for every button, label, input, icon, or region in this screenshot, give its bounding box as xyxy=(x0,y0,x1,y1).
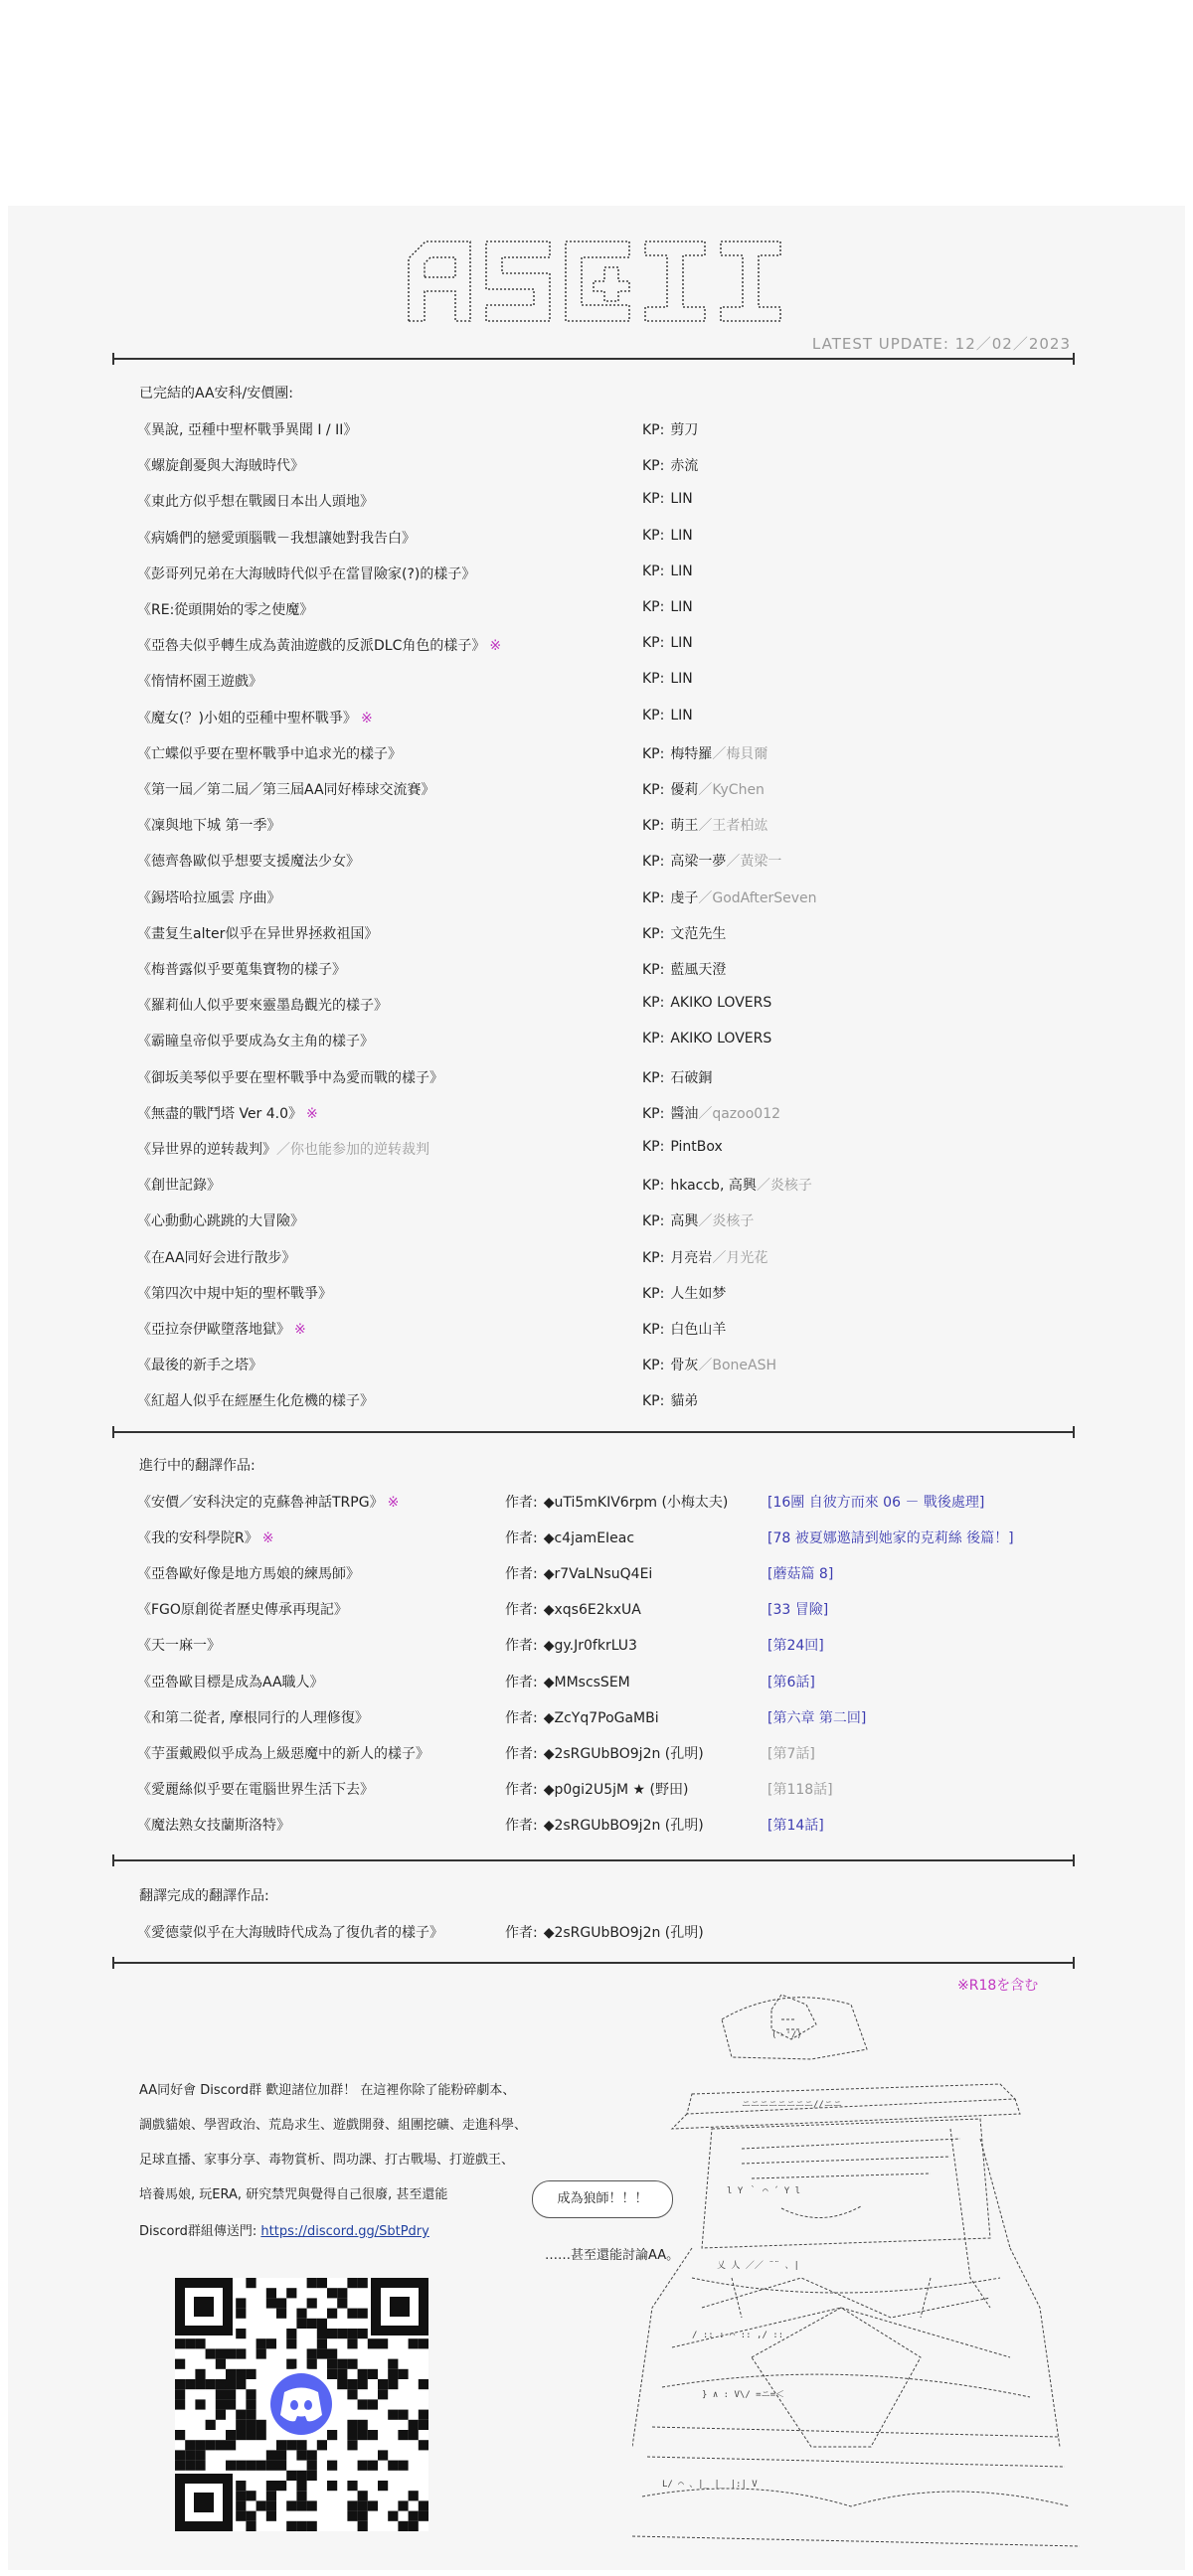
kp-alt-name: ／黃梁一 xyxy=(726,854,782,871)
r18-mark: ※ xyxy=(489,638,502,655)
work-title xyxy=(137,1492,399,1512)
work-title-text: 《在AA同好会进行散步》 xyxy=(137,1249,296,1266)
kp-label: KP: xyxy=(642,1213,665,1230)
author-name: ◆p0gi2U5jM ★ (野田) xyxy=(543,1781,689,1798)
author-cell xyxy=(505,1563,652,1583)
work-title-text: 《愛麗絲似乎要在電腦世界生活下去》 xyxy=(137,1781,374,1798)
kp-alt-name: ／GodAfterSeven xyxy=(698,889,817,906)
author-cell xyxy=(505,1492,728,1512)
author-label: 作者: xyxy=(505,1674,538,1690)
kp-name: LIN xyxy=(670,671,693,688)
work-title-text: 《畫复生alter似乎在异世界拯救祖国》 xyxy=(137,925,379,942)
ascii-logo xyxy=(401,234,788,325)
kp-cell xyxy=(642,779,765,799)
author-label: 作者: xyxy=(505,1602,538,1619)
author-label: 作者: xyxy=(505,1530,538,1547)
author-name: ◆r7VaLNsuQ4Ei xyxy=(543,1566,653,1583)
work-title xyxy=(137,1563,360,1583)
work-title-text: 《亞魯夫似乎轉生成為黃油遊戲的反派DLC角色的樣子》 xyxy=(137,638,486,655)
work-title-text: 《梅普露似乎要蒐集寶物的樣子》 xyxy=(137,962,346,978)
work-title-text: 《第四次中規中矩的聖杯戰爭》 xyxy=(137,1285,332,1302)
kp-name: 藍風天澄 xyxy=(670,962,727,978)
work-title-text: 《羅莉仙人似乎要來靈墨島觀光的樣子》 xyxy=(137,998,388,1015)
kp-name: 骨灰 xyxy=(670,1358,699,1374)
work-title xyxy=(137,1390,374,1410)
work-title-text: 《最後的新手之塔》 xyxy=(137,1358,262,1374)
divider xyxy=(112,1431,1075,1433)
author-cell xyxy=(505,1779,688,1799)
work-title-text: 《創世記錄》 xyxy=(137,1178,221,1195)
kp-cell xyxy=(642,995,771,1011)
work-title-text: 《凜與地下城 第一季》 xyxy=(137,818,281,835)
kp-name: LIN xyxy=(670,527,693,544)
kp-name: AKIKO LOVERS xyxy=(670,995,772,1012)
author-label: 作者: xyxy=(505,1566,538,1583)
author-label: 作者: xyxy=(505,1925,538,1941)
author-name: ◆gy.Jr0fkrLU3 xyxy=(543,1638,637,1655)
work-title xyxy=(137,815,280,835)
author-label: 作者: xyxy=(505,1638,538,1655)
speech-bubble: 成為狼師！！！ xyxy=(532,2180,673,2218)
kp-label: KP: xyxy=(642,599,665,615)
kp-alt-name: ／月光花 xyxy=(712,1249,768,1266)
kp-label: KP: xyxy=(642,458,665,475)
work-title xyxy=(137,455,304,475)
author-cell xyxy=(505,1743,704,1763)
kp-name: 醬油 xyxy=(670,1105,699,1122)
work-title xyxy=(137,1103,318,1123)
kp-label: KP: xyxy=(642,818,665,835)
work-title-text: 《异世界的逆转裁判》 xyxy=(137,1142,276,1158)
work-title xyxy=(137,1707,369,1727)
ongoing-title: 進行中的翻譯作品: xyxy=(139,1458,256,1474)
kp-alt-name: ／BoneASH xyxy=(698,1358,776,1374)
work-title xyxy=(137,1283,332,1303)
kp-alt-name: ／炎核子 xyxy=(756,1178,812,1195)
work-title-text: 《亞魯歐好像是地方馬娘的練馬師》 xyxy=(137,1566,360,1583)
work-title-text: 《亞拉奈伊歐墮落地獄》 xyxy=(137,1322,290,1338)
author-label: 作者: xyxy=(505,1817,538,1834)
kp-cell xyxy=(642,1067,712,1087)
kp-label: KP: xyxy=(642,854,665,871)
kp-name: 優莉 xyxy=(670,782,699,798)
work-title xyxy=(137,1247,296,1267)
kp-label: KP: xyxy=(642,563,665,579)
kp-label: KP: xyxy=(642,1285,665,1302)
ascii-art-character xyxy=(632,1980,1080,2566)
kp-label: KP: xyxy=(642,527,665,544)
kp-alt-name: ／qazoo012 xyxy=(698,1105,781,1122)
work-title xyxy=(137,1528,273,1547)
svg-text:乂 人 ／／ ¨¨ 、|: 乂 人 ／／ ¨¨ 、| xyxy=(717,2261,799,2271)
work-title xyxy=(137,1139,429,1159)
work-title-text: 《病嬌們的戀愛頭腦戰－我想讓她對我告白》 xyxy=(137,530,416,547)
kp-cell xyxy=(642,419,698,439)
kp-label: KP: xyxy=(642,782,665,798)
author-label: 作者: xyxy=(505,1781,538,1798)
kp-name: LIN xyxy=(670,599,693,615)
work-title xyxy=(137,1672,324,1691)
work-title xyxy=(137,419,357,439)
kp-alt-name: ／王者柏竑 xyxy=(698,818,768,835)
work-title xyxy=(137,1031,374,1050)
chapter-link[interactable]: [第六章 第二回] xyxy=(767,1709,867,1726)
work-title xyxy=(137,887,280,907)
work-title-text: 《天一麻一》 xyxy=(137,1638,221,1655)
kp-label: KP: xyxy=(642,1249,665,1266)
work-title xyxy=(137,923,378,943)
author-name: ◆c4jamEIeac xyxy=(543,1530,635,1547)
kp-name: hkaccb, 高興 xyxy=(670,1178,757,1195)
kp-alt-name: ／炎核子 xyxy=(698,1213,755,1230)
work-title xyxy=(137,1067,443,1087)
kp-cell xyxy=(642,851,781,871)
kp-name: 剪刀 xyxy=(670,422,699,438)
chapter-link[interactable]: [16團 自彼方而來 06 － 戰後處理] xyxy=(767,1495,985,1511)
kp-label: KP: xyxy=(642,1322,665,1338)
work-title-text: 《亡蝶似乎要在聖杯戰爭中追求光的樣子》 xyxy=(137,745,402,762)
work-title xyxy=(137,1355,262,1374)
kp-cell xyxy=(642,1031,771,1046)
kp-cell xyxy=(642,1103,780,1123)
chapter-link[interactable]: [第24回] xyxy=(767,1638,824,1655)
kp-name: 文范先生 xyxy=(670,925,727,942)
speech-note: ……甚至還能討論AA。 xyxy=(545,2248,680,2263)
work-title xyxy=(137,1779,374,1799)
discord-link-row xyxy=(139,2220,429,2239)
author-name: ◆ZcYq7PoGaMBi xyxy=(543,1709,659,1726)
work-title xyxy=(137,743,402,763)
work-title-text: 《安價／安科決定的克蘇魯神話TRPG》 xyxy=(137,1495,384,1511)
chapter-link[interactable]: [78 被夏娜邀請到她家的克莉絲 後篇！] xyxy=(767,1530,1014,1547)
kp-label: KP: xyxy=(642,1178,665,1195)
discord-line: 足球直播、家事分享、毒物賞析、問功課、打古戰場、打遊戲王、 xyxy=(139,2153,515,2168)
r18-mark: ※ xyxy=(294,1322,306,1338)
kp-name: 高興 xyxy=(670,1213,699,1230)
kp-cell xyxy=(642,1139,723,1155)
work-title-text: 《霸瞳皇帝似乎要成為女主角的樣子》 xyxy=(137,1034,374,1050)
work-title xyxy=(137,491,374,511)
work-title-text: 《錫塔哈拉風雲 序曲》 xyxy=(137,889,281,906)
kp-label: KP: xyxy=(642,1031,665,1047)
divider xyxy=(112,358,1075,360)
work-title-text: 《第一屆／第二屆／第三屆AA同好棒球交流賽》 xyxy=(137,782,435,798)
kp-cell xyxy=(642,1355,776,1374)
latest-update: LATEST UPDATE: 12／02／2023 xyxy=(811,335,1071,353)
kp-cell xyxy=(642,923,726,943)
discord-qr-code[interactable] xyxy=(175,2278,428,2531)
kp-label: KP: xyxy=(642,745,665,762)
kp-cell xyxy=(642,708,693,724)
svg-text:ニニニニニニニニ//ニニ: ニニニニニニニニ//ニニ xyxy=(742,2100,842,2110)
author-cell xyxy=(505,1635,637,1655)
kp-name: 貓弟 xyxy=(670,1393,699,1410)
work-title-text: 《惰情杯園王遊戲》 xyxy=(137,674,262,691)
work-title xyxy=(137,851,360,871)
work-title xyxy=(137,564,475,583)
kp-name: LIN xyxy=(670,635,693,652)
work-title xyxy=(137,1635,221,1655)
work-title xyxy=(137,959,346,979)
kp-alt-name: ／KyChen xyxy=(698,782,765,798)
work-title: 《愛德蒙似乎在大海賊時代成為了復仇者的樣子》 xyxy=(137,1925,443,1941)
kp-cell xyxy=(642,491,693,507)
discord-line: AA同好會 Discord群 歡迎諸位加群！ 在這裡你除了能粉碎劇本、 xyxy=(139,2083,516,2098)
author-name: ◆uTi5mKIV6rpm (小梅太夫) xyxy=(543,1495,729,1511)
kp-name: LIN xyxy=(670,491,693,508)
work-title xyxy=(137,671,262,691)
work-title-text: 《紅超人似乎在經歷生化危機的樣子》 xyxy=(137,1393,374,1410)
work-title-text: 《東此方似乎想在戰國日本出人頭地》 xyxy=(137,494,374,511)
kp-label: KP: xyxy=(642,1139,665,1155)
kp-cell xyxy=(642,599,693,615)
work-title xyxy=(137,779,435,799)
author-name: ◆xqs6E2kxUA xyxy=(543,1602,641,1619)
kp-cell xyxy=(642,635,693,651)
work-title-text: 《彭哥列兄弟在大海賊時代似乎在當冒險家(?)的樣子》 xyxy=(137,565,476,582)
work-title-text: 《魔法熟女技蘭斯洛特》 xyxy=(137,1817,290,1834)
page-panel xyxy=(8,206,1185,2570)
work-title xyxy=(137,635,501,655)
kp-label: KP: xyxy=(642,925,665,942)
kp-name: PintBox xyxy=(670,1139,723,1155)
completed-title: 已完結的AA安科/安價團: xyxy=(139,386,293,402)
chapter-link[interactable]: [第7話] xyxy=(767,1745,815,1762)
kp-label: KP: xyxy=(642,889,665,906)
chapter-link[interactable]: [第6話] xyxy=(767,1674,815,1690)
discord-line: 培養馬娘, 玩ERA, 研究禁咒與覺得自己很廢, 甚至還能 xyxy=(139,2187,448,2202)
work-title-text: 《德齊魯歐似乎想要支援魔法少女》 xyxy=(137,854,360,871)
r18-mark: ※ xyxy=(387,1495,400,1511)
work-title xyxy=(137,1743,429,1763)
kp-cell xyxy=(642,1247,767,1267)
r18-mark: ※ xyxy=(306,1105,318,1122)
kp-label: KP: xyxy=(642,635,665,652)
author-label: 作者: xyxy=(505,1495,538,1511)
author-name: ◆2sRGUbBO9j2n (孔明) xyxy=(543,1925,704,1941)
work-title-text: 《魔女(？)小姐的亞種中聖杯戰爭》 xyxy=(137,710,357,726)
kp-cell xyxy=(642,1175,812,1195)
kp-cell xyxy=(642,528,693,544)
kp-label: KP: xyxy=(642,1358,665,1374)
kp-name: LIN xyxy=(670,563,693,579)
kp-name: 梅特羅 xyxy=(670,745,713,762)
kp-alt-name: ／梅貝爾 xyxy=(712,745,768,762)
kp-label: KP: xyxy=(642,707,665,724)
work-title xyxy=(137,1599,348,1619)
work-title-text: 《螺旋創憂與大海賊時代》 xyxy=(137,458,304,475)
author-cell xyxy=(505,1815,704,1835)
author-name: ◆MMscsSEM xyxy=(543,1674,630,1690)
work-title-text: 《亞魯歐目標是成為AA職人》 xyxy=(137,1674,324,1690)
r18-mark: ※ xyxy=(360,710,373,726)
kp-label: KP: xyxy=(642,1393,665,1410)
svg-text:} ∧ : V\/ =ニ=＜: } ∧ : V\/ =ニ=＜ xyxy=(702,2390,785,2400)
divider xyxy=(112,1859,1075,1861)
work-title xyxy=(137,1815,290,1835)
kp-name: 石破銅 xyxy=(670,1069,713,1086)
work-title-text: 《和第二從者, 摩根同行的人理修復》 xyxy=(137,1709,369,1726)
author-cell xyxy=(505,1672,630,1691)
work-title xyxy=(137,1175,221,1195)
work-title xyxy=(137,1210,304,1230)
kp-label: KP: xyxy=(642,491,665,508)
svg-text:/ :: : ⌒ :: ,/ ::: / :: : ⌒ :: ,/ :: xyxy=(692,2331,784,2340)
kp-name: 萌王 xyxy=(670,818,699,835)
kp-cell xyxy=(642,564,693,579)
svg-text:(ゝ'/): (ゝ'/) xyxy=(771,2030,802,2040)
kp-name: 月亮岩 xyxy=(670,1249,713,1266)
chapter-link[interactable]: [第14話] xyxy=(767,1817,824,1834)
kp-cell xyxy=(642,1319,726,1339)
work-title-text: 《御坂美琴似乎要在聖杯戰爭中為愛而戰的樣子》 xyxy=(137,1069,443,1086)
discord-line: 調戲貓娘、學習政治、荒島求生、遊戲開發、組團挖礦、走進科學、 xyxy=(139,2118,528,2133)
kp-label: KP: xyxy=(642,1069,665,1086)
kp-cell xyxy=(642,1390,698,1410)
kp-cell xyxy=(642,1210,754,1230)
svg-text:L/ ⌒ 、|_ |_ |:| V: L/ ⌒ 、|_ |_ |:| V xyxy=(662,2480,758,2490)
chapter-link[interactable]: [33 冒險] xyxy=(767,1602,829,1619)
kp-name: LIN xyxy=(670,707,693,724)
svg-text:l Y ｀ ⌒ ´ Y l: l Y ｀ ⌒ ´ Y l xyxy=(727,2186,801,2196)
discord-link[interactable]: https://discord.gg/SbtPdry xyxy=(260,2224,429,2239)
work-title-text: 《RE:從頭開始的零之使魔》 xyxy=(137,602,314,618)
kp-cell xyxy=(642,455,698,475)
work-title-note: ／你也能参加的逆转裁判 xyxy=(276,1142,429,1158)
author-name: ◆2sRGUbBO9j2n (孔明) xyxy=(543,1817,704,1834)
chapter-link[interactable]: [蘑菇篇 8] xyxy=(767,1566,834,1583)
kp-name: 赤流 xyxy=(670,458,699,475)
kp-cell xyxy=(642,815,767,835)
chapter-link[interactable]: [第118話] xyxy=(767,1781,833,1798)
author-cell xyxy=(505,1528,634,1547)
work-title xyxy=(137,1319,306,1339)
author-cell xyxy=(505,1599,641,1619)
work-title xyxy=(137,708,373,727)
r18-mark: ※ xyxy=(261,1530,274,1547)
work-title-text: 《無盡的戰鬥塔 Ver 4.0》 xyxy=(137,1105,303,1122)
kp-cell xyxy=(642,959,726,979)
work-title-text: 《異說, 亞種中聖杯戰爭異聞 I / II》 xyxy=(137,422,358,438)
kp-cell xyxy=(642,671,693,687)
work-title-text: 《我的安科學院R》 xyxy=(137,1530,258,1547)
divider xyxy=(112,1962,1075,1964)
work-title xyxy=(137,995,388,1015)
author-cell xyxy=(505,1922,704,1942)
kp-name: AKIKO LOVERS xyxy=(670,1031,772,1047)
kp-label: KP: xyxy=(642,995,665,1012)
work-title xyxy=(137,599,313,619)
kp-cell xyxy=(642,743,767,763)
kp-cell xyxy=(642,1283,726,1303)
kp-name: 虔子 xyxy=(670,889,699,906)
kp-name: 高梁一夢 xyxy=(670,854,727,871)
work-title-text: 《芋蛋戴殿似乎成為上級惡魔中的新人的樣子》 xyxy=(137,1745,429,1762)
author-label: 作者: xyxy=(505,1745,538,1762)
kp-name: 人生如梦 xyxy=(670,1285,727,1302)
author-cell xyxy=(505,1707,659,1727)
kp-label: KP: xyxy=(642,422,665,438)
author-label: 作者: xyxy=(505,1709,538,1726)
work-title-text: 《心動動心跳跳的大冒險》 xyxy=(137,1213,304,1230)
kp-label: KP: xyxy=(642,671,665,688)
author-name: ◆2sRGUbBO9j2n (孔明) xyxy=(543,1745,704,1762)
kp-label: KP: xyxy=(642,1105,665,1122)
kp-cell xyxy=(642,887,817,907)
discord-link-label: Discord群組傳送門: xyxy=(139,2224,261,2239)
kp-label: KP: xyxy=(642,962,665,978)
r18-note: ※R18を含む xyxy=(957,1978,1039,1994)
work-title-text: 《FGO原創從者歷史傳承再現記》 xyxy=(137,1602,348,1619)
kp-name: 白色山羊 xyxy=(670,1322,727,1338)
finished-title: 翻譯完成的翻譯作品: xyxy=(139,1888,269,1904)
work-title xyxy=(137,528,416,548)
